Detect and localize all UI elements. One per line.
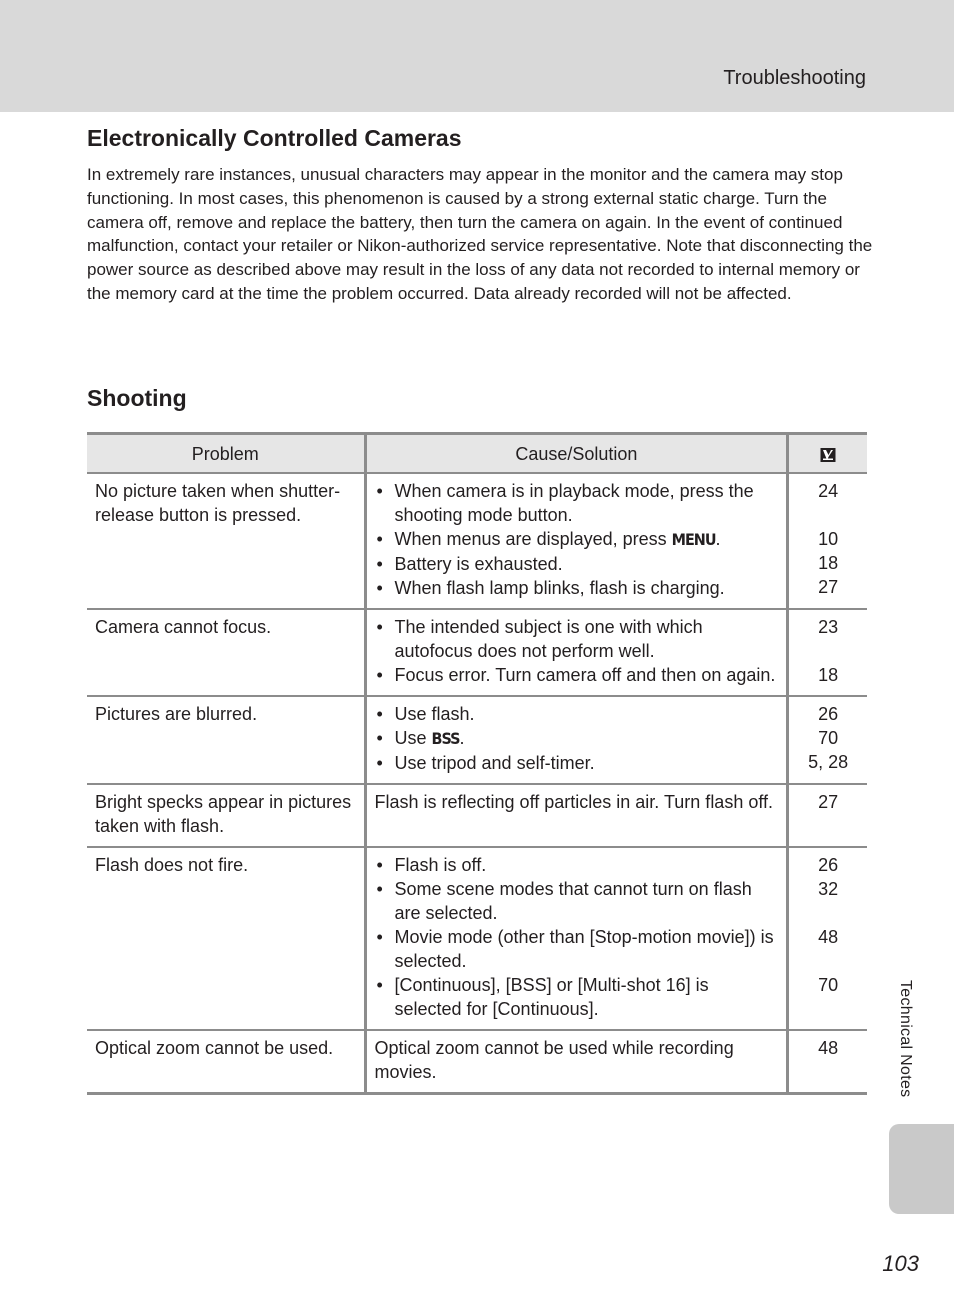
cause-item: • The intended subject is one with which autofocus does not perform well. [375, 615, 779, 663]
section-body-electronic: In extremely rare instances, unusual characters may appear in the monitor and the camera may stop functioning. In most cases, this phenomenon is caused by a strong external static charge. Turn the camera off, remove and replace the battery, then turn the camera on again. In the event of continued malfunction, contact your retailer or Nikon-authorized service representative. Note that disconnecting the power source as described above may result in the loss of any data not recorded to internal memory or the memory card at the time the problem occurred. Data already recorded will not be affected. [87, 165, 873, 303]
page-cell [788, 473, 867, 609]
problem-cell: Bright specks appear in pictures taken with flash. [87, 784, 365, 847]
table-header-row [87, 434, 867, 474]
page-ref: 23 [818, 617, 839, 637]
cause-item: • Focus error. Turn camera off and then on again. [375, 663, 779, 687]
table-row [87, 696, 867, 784]
problem-cell: No picture taken when shutter-release button is pressed. [87, 473, 365, 609]
page-ref: 32 [818, 879, 839, 899]
cause-item: • Battery is exhausted. [375, 552, 779, 576]
cause-item: • When flash lamp blinks, flash is charging. [375, 576, 779, 600]
cause-item: • Use tripod and self-timer. [375, 751, 779, 775]
problem-cell: Pictures are blurred. [87, 696, 365, 784]
problem-cell: Optical zoom cannot be used. [87, 1030, 365, 1094]
cause-item: • Use BSS. [375, 726, 779, 751]
table-row [87, 847, 867, 1030]
page-ref: 24 [818, 481, 839, 501]
cause-item: • Movie mode (other than [Stop-motion movie]) is selected. [375, 925, 779, 973]
page-cell: 27 [788, 784, 867, 847]
cause-item: • Flash is off. [375, 853, 779, 877]
page-ref: 18 [818, 665, 839, 685]
solution-cell: Optical zoom cannot be used while recording movies. [365, 1030, 788, 1094]
cause-cell [365, 847, 788, 1030]
page-ref: 48 [818, 927, 839, 947]
cause-item: • When menus are displayed, press MENU. [375, 527, 779, 552]
running-header: Troubleshooting [723, 67, 866, 89]
bss-glyph: BSS [431, 729, 460, 748]
page-cell [788, 847, 867, 1030]
troubleshooting-table [87, 432, 867, 1095]
cause-cell [365, 609, 788, 696]
header-page [788, 434, 867, 474]
page-cell: 48 [788, 1030, 867, 1094]
page-ref: 26 [818, 704, 839, 724]
table-row [87, 473, 867, 609]
page-ref: 70 [818, 728, 839, 748]
side-section-label: Technical Notes [897, 980, 914, 1098]
table-row [87, 1030, 867, 1094]
page-ref: 10 [818, 529, 839, 549]
menu-button-glyph: MENU [671, 530, 716, 549]
header-cause-solution: Cause/Solution [365, 434, 788, 474]
page-ref: 5, 28 [808, 752, 849, 772]
page-ref: 27 [818, 577, 839, 597]
problem-cell: Camera cannot focus. [87, 609, 365, 696]
page-number: 103 [882, 1251, 919, 1276]
cause-item: • Use flash. [375, 702, 779, 726]
book-icon [820, 447, 836, 463]
cause-item: • When camera is in playback mode, press the shooting mode button. [375, 479, 779, 527]
page-cell [788, 696, 867, 784]
cause-item: • [Continuous], [BSS] or [Multi-shot 16] is selected for [Continuous]. [375, 973, 779, 1021]
page-cell [788, 609, 867, 696]
side-thumb-tab [889, 1124, 954, 1214]
page-ref: 70 [818, 975, 839, 995]
table-row [87, 609, 867, 696]
cause-item: • Some scene modes that cannot turn on flash are selected. [375, 877, 779, 925]
header-problem: Problem [87, 434, 365, 474]
section-heading-electronic: Electronically Controlled Cameras [87, 125, 462, 151]
page-ref: 18 [818, 553, 839, 573]
header-band [0, 0, 954, 112]
solution-cell: Flash is reflecting off particles in air. Turn flash off. [365, 784, 788, 847]
cause-cell [365, 473, 788, 609]
cause-cell [365, 696, 788, 784]
section-heading-shooting: Shooting [87, 385, 187, 411]
page-ref: 26 [818, 855, 839, 875]
table-row [87, 784, 867, 847]
problem-cell: Flash does not fire. [87, 847, 365, 1030]
